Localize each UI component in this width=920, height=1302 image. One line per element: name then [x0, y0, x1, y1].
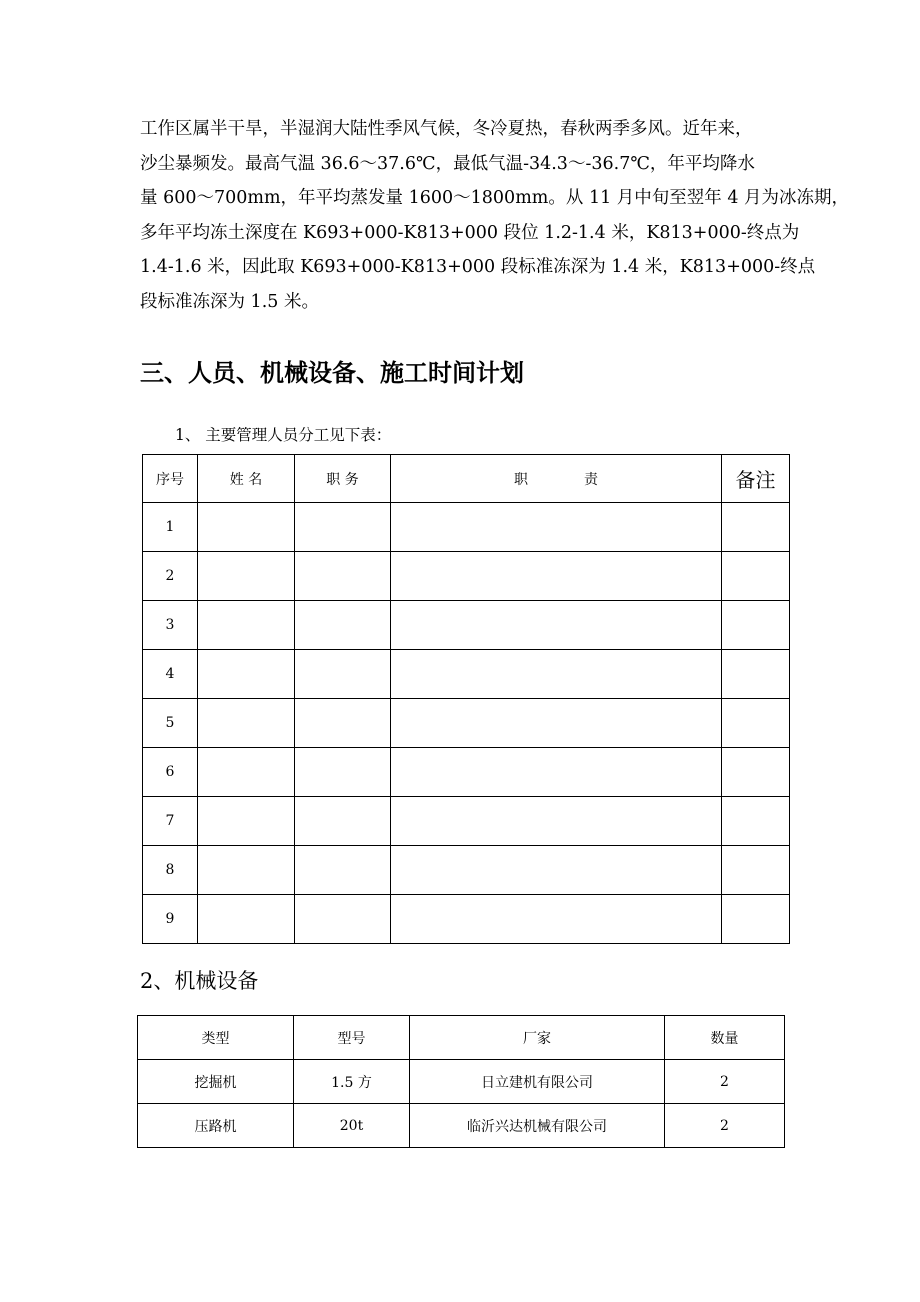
- empty-cell: [391, 797, 722, 846]
- empty-cell: [722, 503, 790, 552]
- header-cell-index: 序号: [143, 455, 198, 503]
- empty-cell: [295, 650, 391, 699]
- empty-cell: [295, 846, 391, 895]
- table-header-row: [143, 455, 790, 503]
- empty-cell: [722, 846, 790, 895]
- paragraph-line: 沙尘暴频发。最高气温 36.6～37.6℃，最低气温-34.3～-36.7℃，年平均降水: [140, 153, 755, 174]
- empty-cell: [391, 699, 722, 748]
- table-row: [143, 797, 790, 846]
- section-title: 三、人员、机械设备、施工时间计划: [140, 359, 524, 387]
- paragraph-line: 1.4-1.6 米，因此取 K693+000-K813+000 段标准冻深为 1.4 米，K813+000-终点: [140, 257, 816, 277]
- empty-cell: [295, 503, 391, 552]
- table-header-row: [138, 1016, 785, 1060]
- paragraph-line: 多年平均冻土深度在 K693+000-K813+000 段位 1.2-1.4 米，K813+000-终点为: [140, 222, 800, 243]
- empty-cell: [391, 846, 722, 895]
- table-row: [143, 846, 790, 895]
- empty-cell: [391, 503, 722, 552]
- empty-cell: [198, 552, 295, 601]
- climate-paragraph: [140, 112, 850, 319]
- empty-cell: [391, 552, 722, 601]
- empty-cell: [295, 601, 391, 650]
- empty-cell: [295, 699, 391, 748]
- equipment-quantity: 2: [665, 1060, 785, 1104]
- row-index: 1: [143, 503, 198, 552]
- empty-cell: [198, 895, 295, 944]
- equipment-title: 2、机械设备: [140, 969, 259, 993]
- equipment-type: 压路机: [138, 1104, 294, 1148]
- equipment-manufacturer: 临沂兴达机械有限公司: [410, 1104, 665, 1148]
- empty-cell: [198, 601, 295, 650]
- row-index: 2: [143, 552, 198, 601]
- row-index: 4: [143, 650, 198, 699]
- table-row: [143, 895, 790, 944]
- row-index: 9: [143, 895, 198, 944]
- row-index: 3: [143, 601, 198, 650]
- paragraph-line: 量 600～700mm，年平均蒸发量 1600～1800mm。从 11 月中旬至翌年 4 月为冰冻期，: [140, 188, 850, 208]
- row-index: 6: [143, 748, 198, 797]
- header-cell-type: 类型: [138, 1016, 294, 1060]
- equipment-type: 挖掘机: [138, 1060, 294, 1104]
- equipment-table: [137, 1015, 785, 1148]
- staff-table-caption: 1、 主要管理人员分工见下表：: [175, 426, 392, 444]
- paragraph-line: 工作区属半干旱，半湿润大陆性季风气候，冬冷夏热，春秋两季多风。近年来，: [140, 119, 753, 139]
- paragraph-line: 段标准冻深为 1.5 米。: [140, 291, 319, 312]
- table-row: [143, 503, 790, 552]
- table-row: [143, 699, 790, 748]
- table-row: [143, 601, 790, 650]
- empty-cell: [198, 748, 295, 797]
- row-index: 7: [143, 797, 198, 846]
- header-cell-quantity: 数量: [665, 1016, 785, 1060]
- empty-cell: [391, 895, 722, 944]
- empty-cell: [295, 748, 391, 797]
- header-cell-manufacturer: 厂家: [410, 1016, 665, 1060]
- empty-cell: [198, 503, 295, 552]
- header-cell-remark: 备注: [722, 455, 790, 503]
- table-row: [143, 650, 790, 699]
- row-index: 5: [143, 699, 198, 748]
- empty-cell: [722, 552, 790, 601]
- empty-cell: [722, 797, 790, 846]
- empty-cell: [295, 797, 391, 846]
- table-row: [143, 748, 790, 797]
- table-row: [138, 1060, 785, 1104]
- header-cell-position: 职 务: [295, 455, 391, 503]
- table-row: [143, 552, 790, 601]
- header-cell-name: 姓 名: [198, 455, 295, 503]
- empty-cell: [722, 748, 790, 797]
- empty-cell: [391, 650, 722, 699]
- empty-cell: [295, 552, 391, 601]
- empty-cell: [198, 797, 295, 846]
- empty-cell: [722, 601, 790, 650]
- row-index: 8: [143, 846, 198, 895]
- empty-cell: [722, 699, 790, 748]
- empty-cell: [295, 895, 391, 944]
- empty-cell: [722, 650, 790, 699]
- header-cell-duty: 职 责: [391, 455, 722, 503]
- empty-cell: [198, 650, 295, 699]
- table-row: [138, 1104, 785, 1148]
- empty-cell: [391, 601, 722, 650]
- equipment-quantity: 2: [665, 1104, 785, 1148]
- staff-table: [142, 454, 790, 944]
- equipment-manufacturer: 日立建机有限公司: [410, 1060, 665, 1104]
- empty-cell: [391, 748, 722, 797]
- header-cell-model: 型号: [294, 1016, 410, 1060]
- empty-cell: [722, 895, 790, 944]
- equipment-model: 20t: [294, 1104, 410, 1148]
- empty-cell: [198, 846, 295, 895]
- equipment-model: 1.5 方: [294, 1060, 410, 1104]
- empty-cell: [198, 699, 295, 748]
